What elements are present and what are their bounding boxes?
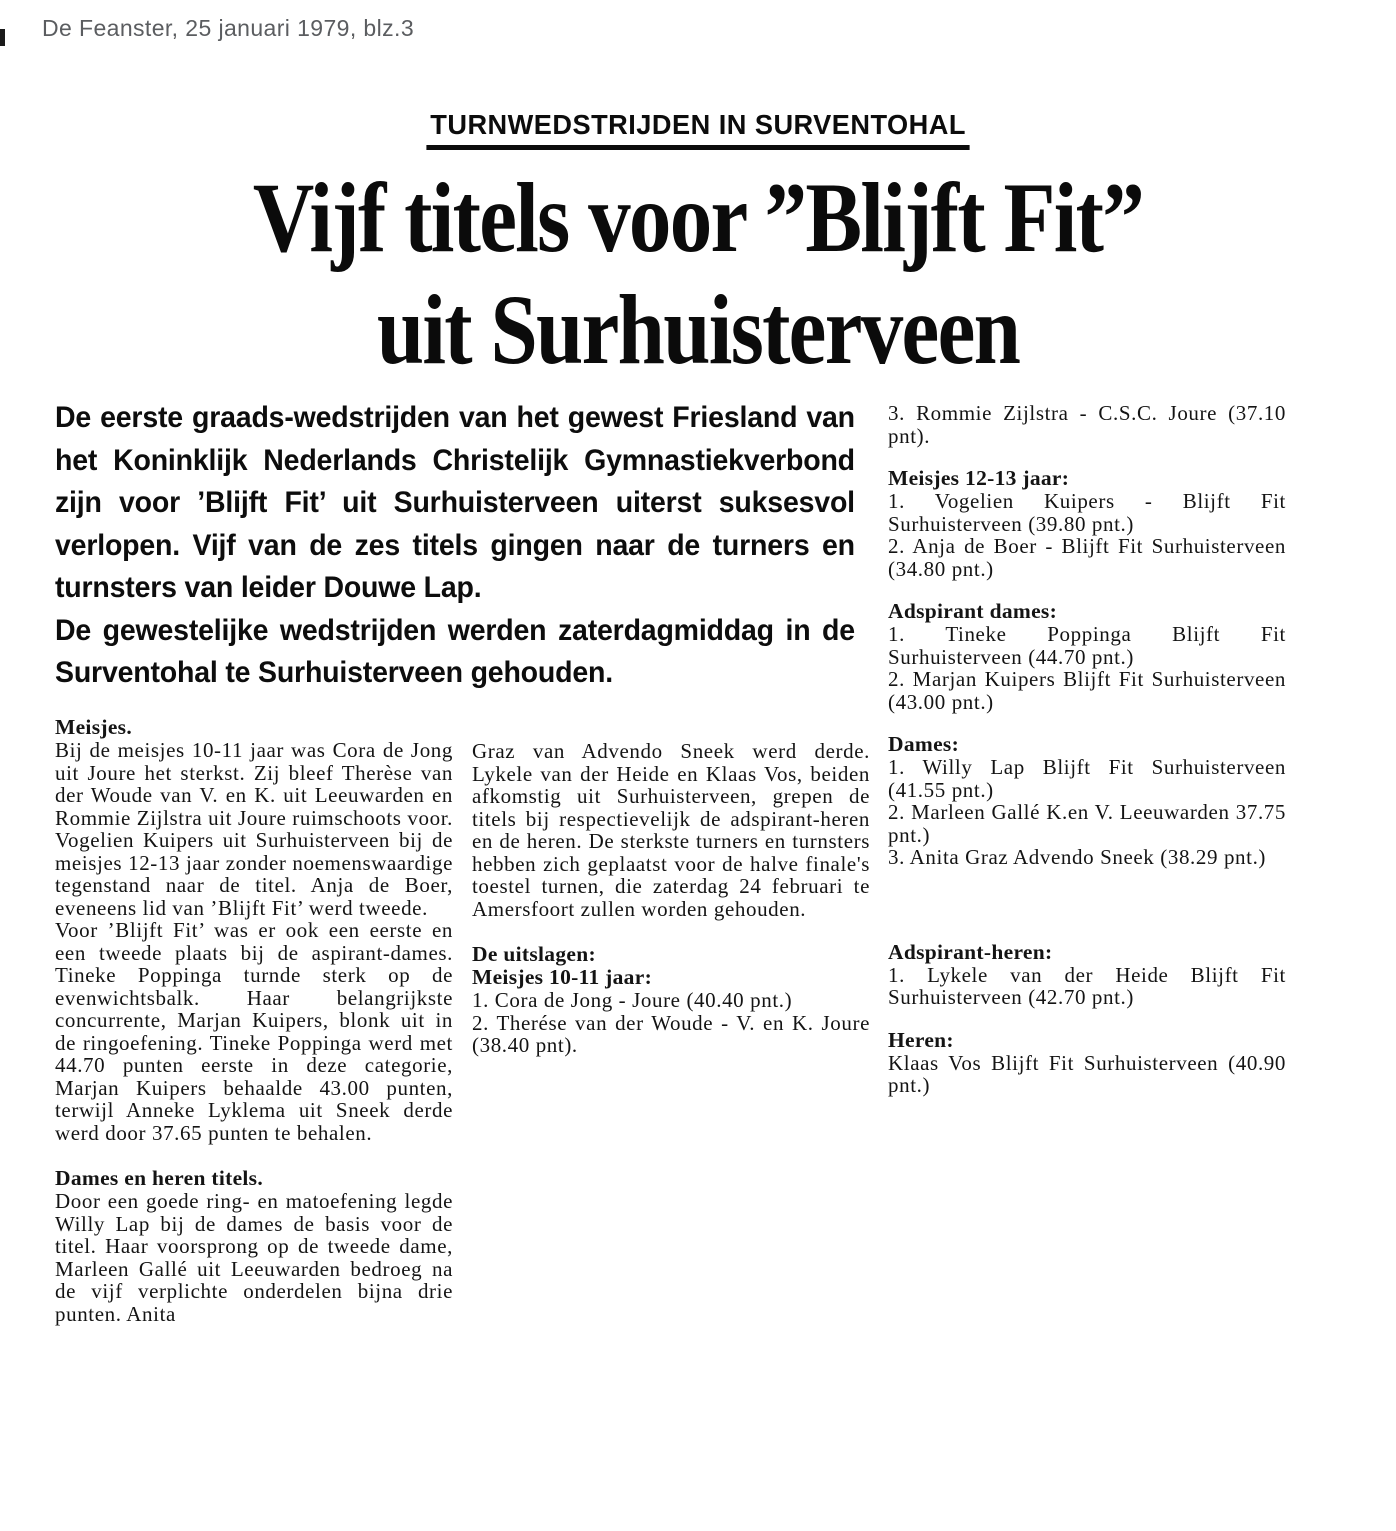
section-heading: Adspirant-heren:: [888, 939, 1053, 964]
section-heading: Meisjes 12-13 jaar:: [888, 466, 1070, 490]
article-paragraph: 1. Vogelien Kuipers - Blijft Fit Surhuisterveen (39.80 pnt.): [888, 489, 1286, 536]
article-intro: [55, 397, 855, 695]
section-heading: Heren:: [888, 1027, 954, 1052]
article-paragraph: 1. Willy Lap Blijft Fit Surhuisterveen (41.55 pnt.): [888, 755, 1286, 802]
article-paragraph: 2. Marjan Kuipers Blijft Fit Surhuisterveen (43.00 pnt.): [888, 667, 1286, 714]
article-column-2: [472, 740, 870, 1057]
article-paragraph: De eerste graads-wedstrijden van het gewest Friesland van het Koninklijk Nederlands Christelijk Gymnastiekverbond zijn voor ’Blijft Fit’ uit Surhuisterveen uiterst suksesvol verlopen. Vijf van de zes titels gingen naar de turners en turnsters van leider Douwe Lap.: [55, 401, 855, 604]
article-kicker: TURNWEDSTRIJDEN IN SURVENTOHAL: [426, 110, 969, 150]
article-paragraph: Graz van Advendo Sneek werd derde. Lykele van der Heide en Klaas Vos, beiden afkomstig uit Surhuisterveen, grepen de titels bij respectievelijk de adspirant-heren en de heren. De sterkste turners en turnsters hebben zich geplaatst voor de halve finale's toestel turnen, die zaterdag 24 februari te Amersfoort zullen worden gehouden.: [472, 739, 870, 921]
article-paragraph: Bij de meisjes 10-11 jaar was Cora de Jong uit Joure het sterkst. Zij bleef Therèse van der Woude van V. en K. uit Leeuwarden en Rommie Zijlstra uit Joure ruimschoots voor. Vogelien Kuipers uit Surhuisterveen bij de meisjes 12-13 jaar zonder noemenswaardige tegenstand naar de titel. Anja de Boer, eveneens lid van ’Blijft Fit’ werd tweede.: [55, 738, 453, 920]
section-heading: Dames en heren titels.: [55, 1166, 264, 1190]
section-heading: Meisjes 10-11 jaar:: [472, 965, 653, 989]
article-paragraph: 2. Anja de Boer - Blijft Fit Surhuisterveen (34.80 pnt.): [888, 534, 1286, 581]
article-headline: [0, 162, 1396, 386]
section-heading: Meisjes.: [55, 715, 133, 739]
article-paragraph: 1. Cora de Jong - Joure (40.40 pnt.): [472, 988, 793, 1012]
headline-line-2: uit Surhuisterveen: [376, 274, 1020, 385]
article-paragraph: Klaas Vos Blijft Fit Surhuisterveen (40.90 pnt.): [888, 1050, 1286, 1097]
article-paragraph: 1. Tineke Poppinga Blijft Fit Surhuisterveen (44.70 pnt.): [888, 622, 1286, 669]
section-heading: Dames:: [888, 732, 960, 756]
section-heading: De uitslagen:: [472, 942, 596, 966]
article-paragraph: Door een goede ring- en matoefening legde Willy Lap bij de dames de basis voor de titel. Haar voorsprong op de tweede dame, Marleen Gallé uit Leeuwarden bedroeg na de vijf verplichte onderdelen bijna drie punten. Anita: [55, 1189, 453, 1326]
article-paragraph: 2. Marleen Gallé K.en V. Leeuwarden 37.75 pnt.): [888, 800, 1286, 847]
section-heading: Adspirant dames:: [888, 599, 1058, 623]
scan-edge-artifact: [0, 29, 5, 46]
article-paragraph: De gewestelijke wedstrijden werden zaterdagmiddag in de Surventohal te Surhuisterveen gehouden.: [55, 613, 855, 689]
article-column-3: [888, 402, 1286, 1097]
article-paragraph: Voor ’Blijft Fit’ was er ook een eerste en een tweede plaats bij de aspirant-dames. Tineke Poppinga turnde sterk op de evenwichtsbalk. Haar belangrijkste concurrente, Marjan Kuipers, blonk uit in de ringoefening. Tineke Poppinga werd met 44.70 punten eerste in deze categorie, Marjan Kuipers behaalde 43.00 punten, terwijl Anneke Lyklema uit Sneek derde werd door 37.65 punten te behalen.: [55, 918, 453, 1145]
article-paragraph: 3. Anita Graz Advendo Sneek (38.29 pnt.): [888, 845, 1267, 869]
kicker-row: [0, 110, 1396, 150]
article-paragraph: 2. Therése van der Woude - V. en K. Joure (38.40 pnt).: [472, 1010, 870, 1057]
article-column-1: [55, 716, 453, 1325]
article-paragraph: 1. Lykele van der Heide Blijft Fit Surhuisterveen (42.70 pnt.): [888, 962, 1286, 1009]
dateline: De Feanster, 25 januari 1979, blz.3: [42, 15, 415, 41]
article-paragraph: 3. Rommie Zijlstra - C.S.C. Joure (37.10 pnt).: [888, 401, 1286, 448]
headline-line-1: Vijf titels voor ”Blijft Fit”: [252, 162, 1144, 273]
